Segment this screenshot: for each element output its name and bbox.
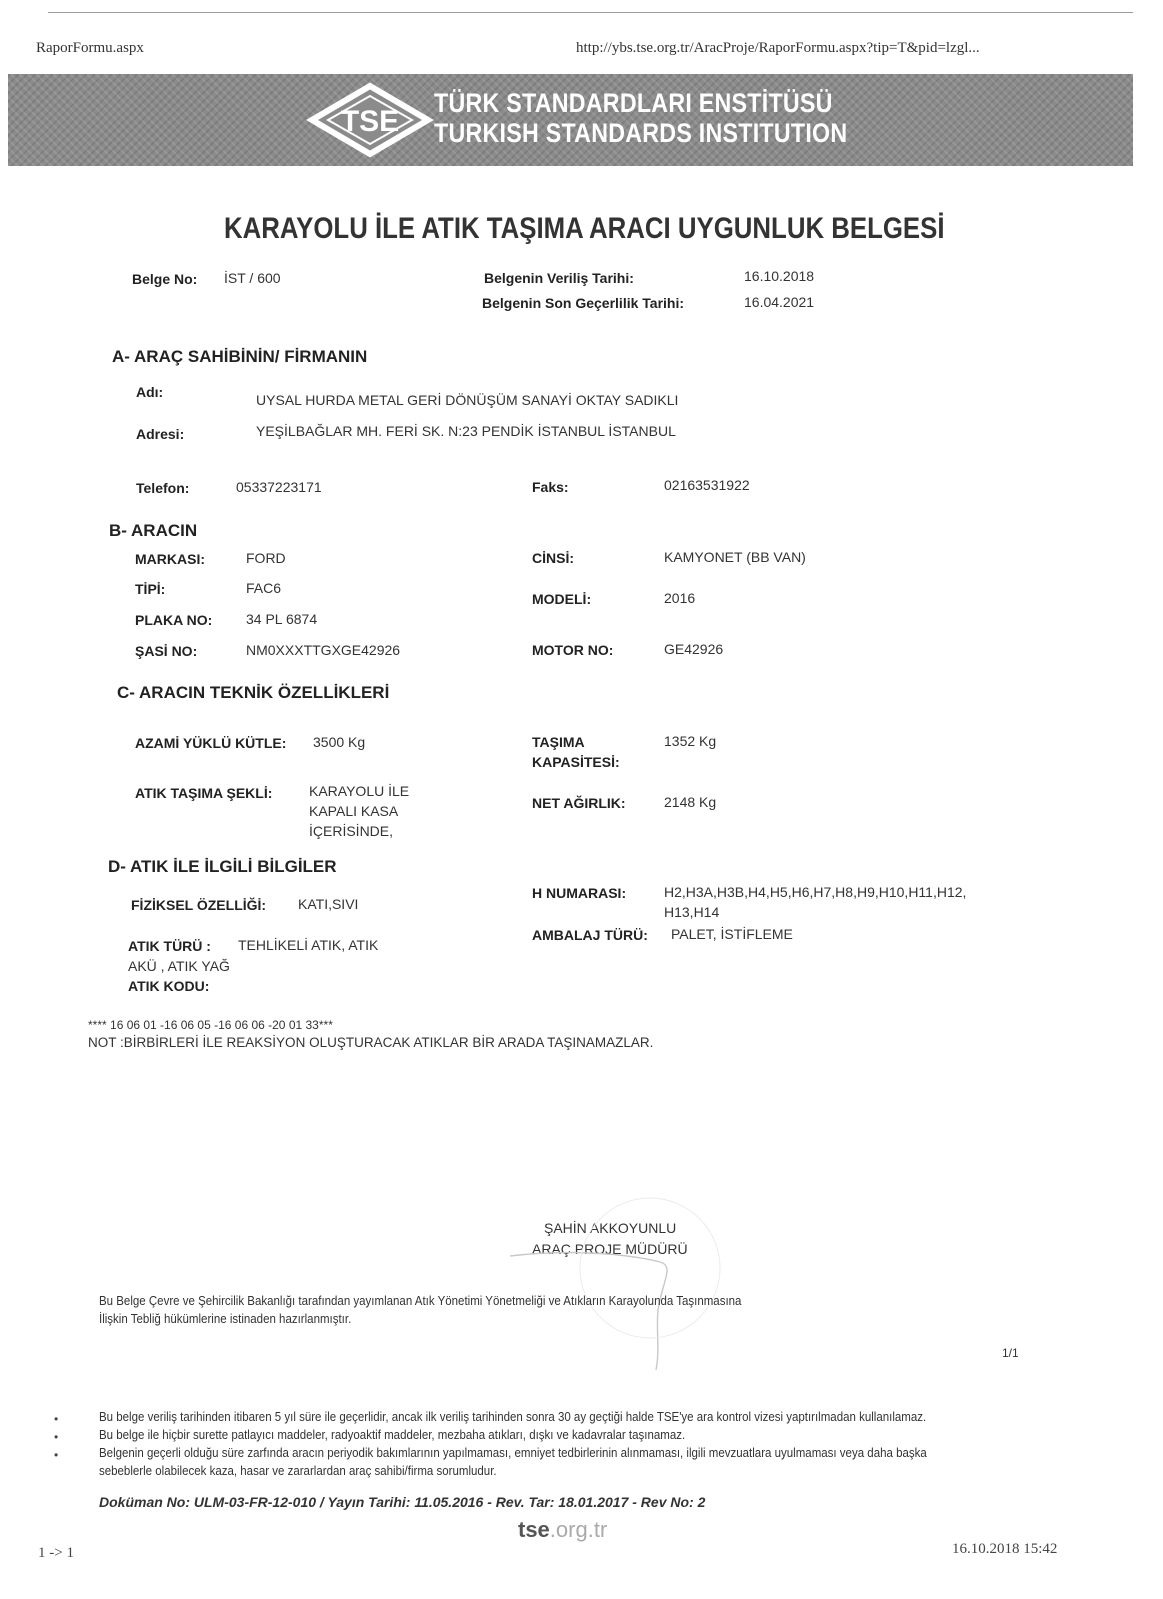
owner-address-label: Adresi: bbox=[136, 426, 185, 442]
institution-name-tr: TÜRK STANDARDLARI ENSTİTÜSÜ bbox=[434, 88, 833, 118]
browser-page-name: RaporFormu.aspx bbox=[36, 40, 144, 56]
waste-codes: **** 16 06 01 -16 06 05 -16 06 06 -20 01 33*** bbox=[88, 1018, 333, 1032]
net-weight-value: 2148 Kg bbox=[664, 794, 717, 810]
print-timestamp: 16.10.2018 15:42 bbox=[952, 1541, 1058, 1557]
waste-code-label: ATIK KODU: bbox=[128, 978, 210, 994]
section-c-title: C- ARACIN TEKNİK ÖZELLİKLERİ bbox=[117, 683, 390, 702]
transport-label: ATIK TAŞIMA ŞEKLİ: bbox=[135, 785, 273, 801]
document-title: KARAYOLU İLE ATIK TAŞIMA ARACI UYGUNLUK BELGESİ bbox=[224, 212, 945, 245]
waste-type-value-2: AKÜ , ATIK YAĞ bbox=[128, 958, 230, 974]
max-mass-label: AZAMİ YÜKLÜ KÜTLE: bbox=[135, 735, 287, 751]
phone-value: 05337223171 bbox=[236, 479, 322, 495]
net-weight-label: NET AĞIRLIK: bbox=[532, 795, 626, 811]
bullet-1-icon: • bbox=[54, 1412, 59, 1426]
max-mass-value: 3500 Kg bbox=[313, 734, 366, 750]
capacity-label-line-2: KAPASİTESİ: bbox=[532, 754, 620, 770]
section-d-title: D- ATIK İLE İLGİLİ BİLGİLER bbox=[108, 857, 337, 876]
signature-stamp-icon bbox=[500, 1190, 760, 1380]
regulation-line-1: Bu Belge Çevre ve Şehircilik Bakanlığı tarafından yayımlanan Atık Yönetimi Yönetmeliği ve Atıkların Karayolunda Taşınmasına bbox=[99, 1294, 742, 1308]
transport-value-line-2: KAPALI KASA bbox=[309, 803, 399, 819]
tse-logo-icon bbox=[306, 80, 434, 160]
kind-label: CİNSİ: bbox=[532, 550, 574, 566]
header-banner bbox=[8, 74, 1133, 166]
page-fraction: 1/1 bbox=[1002, 1346, 1019, 1360]
footnote-1: Bu belge veriliş tarihinden itibaren 5 yıl süre ile geçerlidir, ancak ilk veriliş tarihinden sonra 30 ay geçtiği halde TSE'ye ara kontrol vizesi yaptırılmadan kullanılamaz. bbox=[99, 1410, 927, 1424]
bullet-2-icon: • bbox=[54, 1430, 59, 1444]
top-rule bbox=[48, 12, 1133, 13]
footer-logo bbox=[518, 1517, 607, 1543]
footnote-3: Belgenin geçerli olduğu süre zarfında aracın periyodik bakımlarının yapılmaması, emniyet tedbirlerinin alınmaması, ilgili mevzuatlara uyulmaması veya daha başka bbox=[99, 1446, 927, 1460]
waste-type-value: TEHLİKELİ ATIK, ATIK bbox=[238, 937, 379, 953]
type-value: FAC6 bbox=[246, 580, 282, 596]
type-label: TİPİ: bbox=[135, 581, 166, 597]
brand-value: FORD bbox=[246, 550, 286, 566]
packaging-label: AMBALAJ TÜRÜ: bbox=[532, 927, 648, 943]
h-number-label: H NUMARASI: bbox=[532, 885, 627, 901]
browser-url: http://ybs.tse.org.tr/AracProje/RaporFormu.aspx?tip=T&pid=lzgl... bbox=[576, 40, 980, 56]
transport-value-line-3: İÇERİSİNDE, bbox=[309, 823, 394, 839]
footer-logo-bold: tse bbox=[518, 1517, 550, 1542]
regulation-line-2: İlişkin Tebliğ hükümlerine istinaden hazırlanmıştır. bbox=[99, 1312, 352, 1326]
waste-type-label: ATIK TÜRÜ : bbox=[128, 938, 211, 954]
institution-name-en: TURKISH STANDARDS INSTITUTION bbox=[434, 118, 848, 148]
owner-address-value: YEŞİLBAĞLAR MH. FERİ SK. N:23 PENDİK İSTANBUL İSTANBUL bbox=[256, 423, 676, 439]
issue-date-label: Belgenin Veriliş Tarihi: bbox=[484, 270, 634, 286]
chassis-label: ŞASİ NO: bbox=[135, 643, 198, 659]
model-label: MODELİ: bbox=[532, 591, 592, 607]
print-page-number: 1 -> 1 bbox=[38, 1545, 74, 1561]
issue-date-value: 16.10.2018 bbox=[744, 268, 815, 284]
certificate-no-label: Belge No: bbox=[132, 271, 198, 287]
owner-name-label: Adı: bbox=[136, 384, 164, 400]
h-number-line-2: H13,H14 bbox=[664, 904, 720, 920]
capacity-label-line-1: TAŞIMA bbox=[532, 734, 585, 750]
footnote-3-continuation: sebeblerle olabilecek kaza, hasar ve zararlardan araç sahibi/firma sorumludur. bbox=[99, 1464, 497, 1478]
note: NOT :BİRBİRLERİ İLE REAKSİYON OLUŞTURACAK ATIKLAR BİR ARADA TAŞINAMAZLAR. bbox=[88, 1035, 654, 1050]
engine-label: MOTOR NO: bbox=[532, 642, 614, 658]
owner-name-value: UYSAL HURDA METAL GERİ DÖNÜŞÜM SANAYİ OKTAY SADIKLI bbox=[256, 392, 679, 408]
brand-label: MARKASI: bbox=[135, 551, 205, 567]
fax-value: 02163531922 bbox=[664, 477, 750, 493]
expiry-date-value: 16.04.2021 bbox=[744, 294, 815, 310]
section-a-title: A- ARAÇ SAHİBİNİN/ FİRMANIN bbox=[112, 347, 368, 366]
plate-label: PLAKA NO: bbox=[135, 612, 213, 628]
certificate-no-value: İST / 600 bbox=[224, 270, 281, 286]
kind-value: KAMYONET (BB VAN) bbox=[664, 549, 806, 565]
h-number-line-1: H2,H3A,H3B,H4,H5,H6,H7,H8,H9,H10,H11,H12, bbox=[664, 884, 967, 900]
physical-property-value: KATI,SIVI bbox=[298, 896, 359, 912]
signatory-name: ŞAHİN AKKOYUNLU bbox=[544, 1220, 677, 1236]
phone-label: Telefon: bbox=[136, 480, 190, 496]
expiry-date-label: Belgenin Son Geçerlilik Tarihi: bbox=[482, 295, 685, 311]
physical-property-label: FİZİKSEL ÖZELLİĞİ: bbox=[131, 897, 267, 913]
section-b-title: B- ARACIN bbox=[109, 521, 198, 540]
engine-value: GE42926 bbox=[664, 641, 724, 657]
footer-logo-rest: .org.tr bbox=[549, 1517, 608, 1542]
model-value: 2016 bbox=[664, 590, 696, 606]
logo-text: TSE bbox=[340, 105, 400, 138]
packaging-value: PALET, İSTİFLEME bbox=[671, 926, 793, 942]
plate-value: 34 PL 6874 bbox=[246, 611, 318, 627]
document-info: Doküman No: ULM-03-FR-12-010 / Yayın Tarihi: 11.05.2016 - Rev. Tar: 18.01.2017 - Rev No: 2 bbox=[99, 1494, 706, 1510]
chassis-value: NM0XXXTTGXGE42926 bbox=[246, 642, 401, 658]
bullet-3-icon: • bbox=[54, 1448, 59, 1462]
transport-value-line-1: KARAYOLU İLE bbox=[309, 783, 410, 799]
fax-label: Faks: bbox=[532, 479, 569, 495]
capacity-value: 1352 Kg bbox=[664, 733, 717, 749]
footnote-2: Bu belge ile hiçbir surette patlayıcı maddeler, radyoaktif maddeler, mezbaha atıkları, dışkı ve kadavralar taşınamaz. bbox=[99, 1428, 686, 1442]
signatory-title: ARAÇ PROJE MÜDÜRÜ bbox=[532, 1241, 688, 1257]
